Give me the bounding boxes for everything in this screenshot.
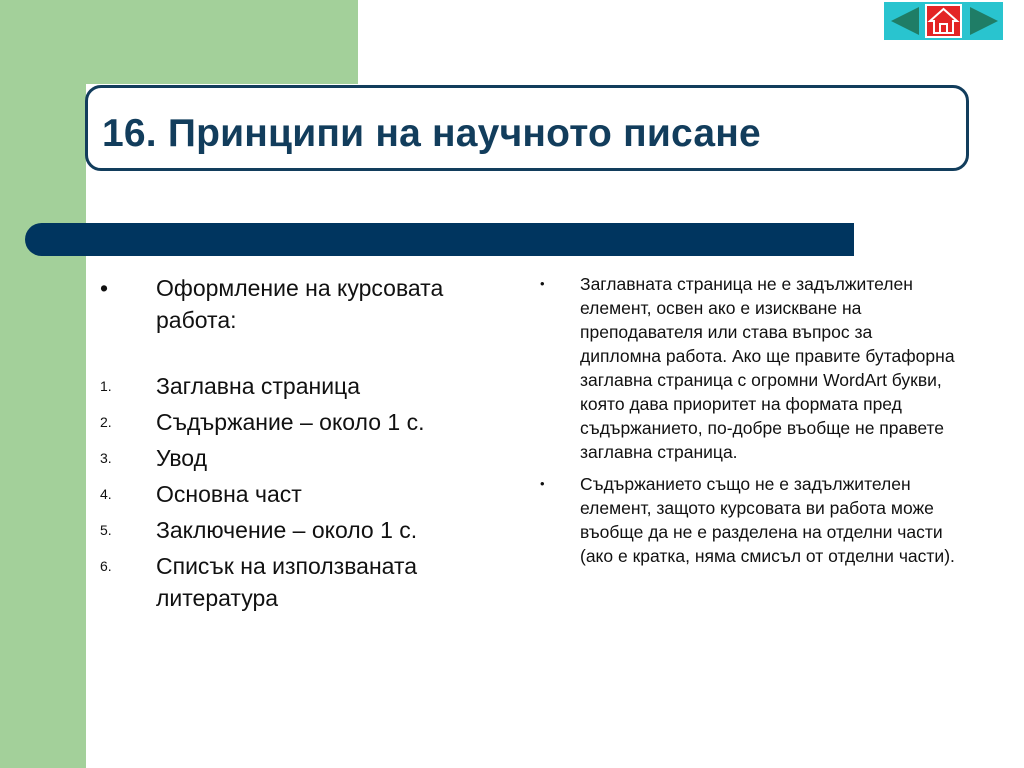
- title-box: [85, 85, 969, 171]
- bullet-marker: •: [100, 275, 109, 301]
- item-number: 5.: [100, 522, 112, 538]
- item-text: Заключение – около 1 с.: [156, 517, 418, 543]
- item-number: 3.: [100, 450, 112, 466]
- item-number: 6.: [100, 558, 112, 574]
- arrow-right-icon: [966, 4, 1002, 38]
- home-icon: [927, 6, 960, 36]
- list-item: [100, 442, 490, 474]
- item-number: 4.: [100, 486, 112, 502]
- item-text: Съдържание – около 1 с.: [156, 409, 425, 435]
- item-text: Списък на използваната литература: [156, 553, 418, 611]
- item-number: 2.: [100, 414, 112, 430]
- list-item: [100, 370, 490, 402]
- list-item: [100, 478, 490, 510]
- item-text: Основна част: [156, 481, 302, 507]
- bullet-item: [538, 472, 958, 568]
- decorative-green-strip: [0, 0, 86, 768]
- item-number: 1.: [100, 378, 112, 394]
- next-slide-button[interactable]: [966, 4, 1002, 38]
- navigation-bar: [884, 2, 1003, 40]
- previous-slide-button[interactable]: [887, 4, 923, 38]
- slide-title: 16. Принципи на научното писане: [102, 112, 761, 155]
- list-item: [100, 406, 490, 438]
- item-text: Заглавна страница: [156, 373, 361, 399]
- item-text: Увод: [156, 445, 207, 471]
- left-content-column: [100, 272, 490, 618]
- arrow-left-icon: [887, 4, 923, 38]
- home-button[interactable]: [925, 4, 962, 38]
- list-item: [100, 550, 490, 614]
- list-item: [100, 514, 490, 546]
- bullet-marker: •: [540, 476, 545, 491]
- list-heading: [100, 272, 490, 336]
- bullet-marker: •: [540, 276, 545, 291]
- list-heading-text: Оформление на курсовата работа:: [156, 275, 444, 333]
- bullet-text: Заглавната страница не е задължителен елемент, освен ако е изискване на преподавателя или става въпрос за дипломна работа. Ако ще правите бутафорна заглавна страница с огромни WordArt букви, която дава приоритет на формата пред съдържанието, по-добре въобще не правете заглавна страница.: [580, 274, 955, 462]
- decorative-divider-bar: [25, 223, 854, 256]
- bullet-item: [538, 272, 958, 464]
- right-content-column: [538, 272, 958, 576]
- bullet-text: Съдържанието също не е задължителен елемент, защото курсовата ви работа може въобще да не е разделена на отделни части (ако е кратка, няма смисъл от отделни части).: [580, 474, 955, 566]
